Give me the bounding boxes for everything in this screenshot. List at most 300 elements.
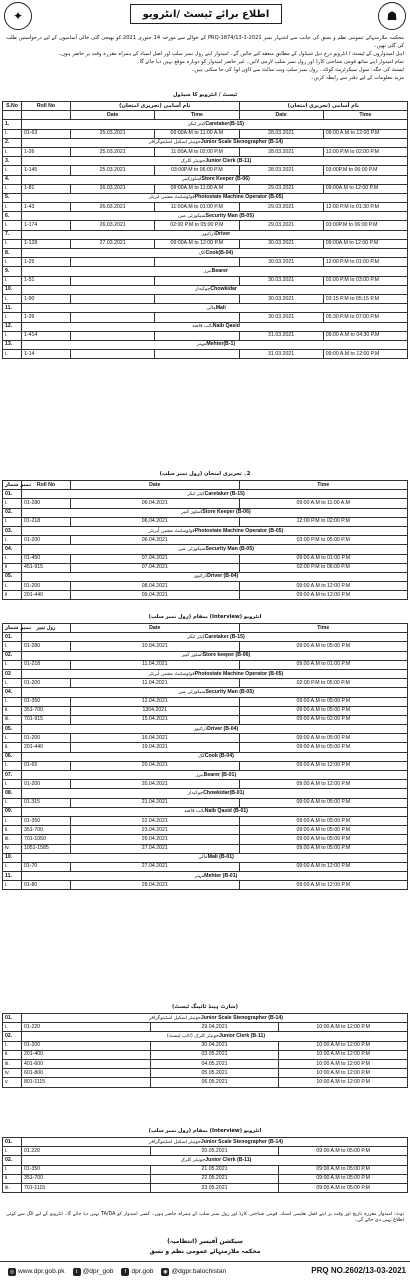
time-cell: 02:00 P.M to 06:00 P.M: [239, 563, 408, 572]
header: [0, 0, 410, 34]
time-cell: 09:00 A.M to 11:00 A.M: [239, 499, 408, 508]
interview-date: 29.03.2021: [239, 203, 323, 212]
post-row: [3, 340, 408, 349]
post-row: [3, 138, 408, 147]
signature-title: سیکشن آفیسر (انتظامیہ): [167, 1238, 243, 1245]
interview-date: 30.03.2021: [239, 239, 323, 248]
roll-range: 1-414: [22, 331, 71, 340]
time-cell: 09:00 A.M to 02:00 P.M: [239, 715, 408, 724]
row-index: ii.: [3, 706, 22, 715]
post-row: [3, 572, 408, 581]
table-row: [3, 816, 408, 825]
post-number: 07.: [3, 771, 22, 780]
interview-date: 29.03.2021: [239, 221, 323, 230]
date-cell: 10.04.2021: [71, 642, 240, 651]
post-number: 2.: [3, 138, 22, 147]
post-name: Driver (B-04): [207, 573, 239, 580]
intro-line: اہل امیدواروں کے ٹیسٹ / انٹرویو درج ذیل شیڈول کے مطابق منعقد کیے جائیں گے۔ امیدوار اپنے رول نمبر سلپ اور اصل اسناد کے ہمراہ مقررہ وقت پر حاضر ہوں۔: [58, 51, 404, 57]
roll-range: 1051-1585: [22, 844, 71, 853]
post-name: Junior Clerk (B-11): [218, 1032, 266, 1039]
date-cell: 06.04.2021: [71, 499, 240, 508]
time-cell: 09:00 A.M to 05:00 P.M: [279, 1183, 408, 1192]
post-name: Photostate Machine Operator (B-05): [194, 670, 284, 677]
row-index: i.: [3, 582, 22, 591]
post-row: [3, 1014, 408, 1023]
table-row: [3, 166, 408, 175]
time-cell: 10:00 A.M to 12:00 P.M: [279, 1041, 408, 1050]
intro-line: محکمہ ملازمتہائے عمومی نظم و نسق کی جانب سے اشتہار نمبر PRQ-1874/13-1-2021 کے حوالے سے مورخہ 14 جنوری 2021 کو بھیجی گئی خالی آسامیوں کے لیے درخواستیں طلب کی گئی تھیں۔: [6, 35, 404, 49]
post-name: Bearer: [211, 267, 229, 274]
date-cell: 15.04.2021: [71, 715, 240, 724]
roll-range: 01-200: [22, 536, 71, 545]
footer-facebook[interactable]: [121, 1268, 153, 1276]
written-time: 09:00A.M to 11:00 A.M: [155, 184, 239, 193]
post-row: [3, 853, 408, 862]
time-cell: 09:00 A.M to 05:00 P.M: [239, 706, 408, 715]
roll-range: 1-128: [22, 239, 71, 248]
row-index: iv.: [3, 1069, 22, 1078]
time-cell: 09:00 A.M to 01:00 P.M: [239, 660, 408, 669]
row-index: ii.: [3, 826, 22, 835]
row-index: i.: [3, 331, 22, 340]
interview-time: 03:00P.M to 06:00 P.M: [323, 166, 407, 175]
post-name-urdu: نائب قاصد: [184, 809, 205, 815]
post-title: [22, 789, 408, 798]
post-row: [3, 872, 408, 881]
post-name-urdu: کیئر ٹیکر: [187, 491, 205, 497]
post-name: Security Man (B-05): [205, 212, 254, 219]
table-row: [3, 844, 408, 853]
written-time: [155, 313, 239, 322]
post-number: 02.: [3, 651, 22, 660]
row-index: i.: [3, 1147, 22, 1156]
roll-range: 1-39: [22, 313, 71, 322]
row-index: i.: [3, 129, 22, 138]
post-number: 6.: [3, 212, 22, 221]
footer-web-text: www.dpr.gob.pk: [18, 1268, 65, 1275]
roll-range: 01-218: [22, 660, 71, 669]
time-cell: 09:00 A.M to 05:00 P.M: [279, 1165, 408, 1174]
post-name: Bearer (B-01): [203, 771, 237, 778]
roll-range: 01-63: [22, 129, 71, 138]
post-name: Junior Scale Stenographer (B-14): [200, 1014, 283, 1021]
post-name-urdu: مہتر: [196, 342, 207, 348]
post-row: [3, 285, 408, 294]
interview-time: 09:00 A.M to 12:00 P.M: [323, 350, 407, 359]
roll-range: 201-440: [22, 743, 71, 752]
post-name-urdu: فوٹوسٹیٹ مشین آپریٹر: [148, 671, 195, 677]
roll-range: 01-70: [22, 862, 71, 871]
post-row: [3, 771, 408, 780]
written-date: 25.03.2021: [71, 147, 155, 156]
post-title: [22, 545, 408, 554]
header-roll: Roll No: [22, 102, 71, 111]
post-row: [3, 212, 408, 221]
date-cell: 23.05.2021: [150, 1183, 279, 1192]
table-row: [3, 1069, 408, 1078]
post-title: [22, 1138, 408, 1147]
post-row: [3, 508, 408, 517]
post-row: [3, 1032, 408, 1041]
table-row: [3, 706, 408, 715]
table-row: [3, 715, 408, 724]
table-row: [3, 499, 408, 508]
time-cell: 09:00 A.M to 12:00 P.M: [239, 780, 408, 789]
left-emblem-icon: ✦: [4, 2, 32, 30]
post-row: [3, 120, 408, 129]
date-cell: 30.04.2021: [150, 1041, 279, 1050]
time-cell: 12:00 P.M to 02:00 P.M: [239, 517, 408, 526]
post-name: Store keeper (B-06): [202, 652, 251, 659]
post-title: [22, 752, 408, 761]
header-sno: نمبر شمار: [3, 481, 22, 490]
time-cell: 09:00 A.M to 05:00 P.M: [239, 816, 408, 825]
post-name-urdu: کک: [198, 754, 205, 760]
table-row: [3, 1041, 408, 1050]
date-cell: 20.04.2021: [71, 780, 240, 789]
row-index: iii.: [3, 1059, 22, 1068]
section-note: انٹرویو (Interview) بمقام (رول نمبر سلپ): [148, 1128, 262, 1134]
table-row: [3, 835, 408, 844]
post-row: [3, 545, 408, 554]
post-row: [3, 725, 408, 734]
date-cell: 22.05.2021: [150, 1174, 279, 1183]
roll-range: 351-700: [22, 706, 71, 715]
post-name-urdu: سیکورٹی مین: [178, 213, 206, 219]
row-index: i.: [3, 780, 22, 789]
time-cell: 09:00 A.M to 05:00 P.M: [239, 835, 408, 844]
post-name: Photostate Machine Operator (B-05): [194, 194, 284, 201]
row-index: i.: [3, 798, 22, 807]
header-time: Time: [239, 624, 408, 633]
post-name: Junior Scale Stenographer (B-14): [200, 139, 283, 146]
footer-twitter[interactable]: [73, 1268, 114, 1276]
post-row: [3, 1138, 408, 1147]
written-date: 26.03.2021: [71, 184, 155, 193]
written-time: [155, 258, 239, 267]
post-name-urdu: فوٹوسٹیٹ مشین آپریٹر: [148, 528, 195, 534]
post-name-urdu: جونیئر کلرک: [180, 158, 206, 164]
post-name: Caretaker (B-15): [204, 633, 245, 640]
post-name-urdu: چوکیدار: [187, 790, 204, 796]
roll-range: 451-915: [22, 563, 71, 572]
intro-line: تمام امیدوار اپنے ساتھ قومی شناختی کارڈ اور رول نمبر سلپ لازمی لائیں۔ غیر حاضر امیدوار کو دوبارہ موقع نہیں دیا جائے گا۔: [136, 59, 404, 65]
table-row: [3, 517, 408, 526]
roll-range: 1-43: [22, 203, 71, 212]
header-sno: S.No: [3, 102, 22, 111]
time-cell: 03:00 P.M to 05:00 P.M: [239, 536, 408, 545]
header-date: Date: [71, 624, 240, 633]
post-row: [3, 688, 408, 697]
post-number: 01.: [3, 1138, 22, 1147]
roll-range: 01-80: [22, 881, 71, 890]
post-title: [22, 175, 408, 184]
post-title: [22, 212, 408, 221]
roll-range: 01-200: [22, 1041, 151, 1050]
roll-range: 1-145: [22, 166, 71, 175]
table-row: [3, 697, 408, 706]
post-title: [22, 120, 408, 129]
post-title: [22, 1032, 408, 1041]
header-time: Time: [155, 111, 239, 120]
written-date: [71, 313, 155, 322]
written-time: 09:00A.M to 12:00 P.M: [155, 239, 239, 248]
post-number: 05.: [3, 572, 22, 581]
table-row: [3, 734, 408, 743]
table-row: [3, 743, 408, 752]
footnote: نوٹ: امیدوار مقررہ تاریخ اور وقت پر اپنے اصل تعلیمی اسناد، قومی شناختی کارڈ اور رول نمبر سلپ کے ہمراہ حاضر ہوں۔ کسی امیدوار کو TA/DA نہیں دیا جائے گا۔ انٹرویو کے لیے الگ سے کوئی اطلاع نہیں دی جائے گی۔: [6, 1212, 404, 1223]
table-row: [3, 331, 408, 340]
header-sno: نمبر شمار: [3, 624, 22, 633]
table-row: [3, 660, 408, 669]
row-index: iv.: [3, 844, 22, 853]
post-number: 7.: [3, 230, 22, 239]
post-number: 13.: [3, 340, 22, 349]
date-cell: 22.04.2021: [71, 816, 240, 825]
roll-range: 01-200: [22, 734, 71, 743]
header-date: Date: [71, 481, 240, 490]
post-number: 03.: [3, 526, 22, 535]
post-name-urdu: کیئر ٹیکر: [187, 634, 205, 640]
post-number: 02.: [3, 508, 22, 517]
post-number: 01.: [3, 490, 22, 499]
post-number: 8.: [3, 249, 22, 258]
post-row: [3, 267, 408, 276]
post-name: Junior Clerk (B-11): [205, 1156, 252, 1163]
row-index: ii: [3, 591, 22, 600]
table-row: [3, 554, 408, 563]
post-name-urdu: کک: [198, 250, 206, 256]
post-title: [22, 340, 408, 349]
schedule-table-sec4: [2, 1013, 408, 1088]
post-row: [3, 490, 408, 499]
row-index: iii.: [3, 1183, 22, 1192]
intro-text: [6, 34, 404, 90]
intro-line: مزید معلومات کے لیے دفتر سے رابطہ کریں۔: [310, 75, 404, 81]
date-cell: 11.04.2021: [71, 679, 240, 688]
schedule-table-1: [2, 101, 408, 359]
time-cell: 09:00 A.M to 12:00 P.M: [239, 761, 408, 770]
row-index: i.: [3, 276, 22, 285]
header-date: Date: [239, 111, 323, 120]
date-cell: 23.04.2021: [71, 826, 240, 835]
footer-instagram[interactable]: [161, 1268, 226, 1276]
post-row: [3, 669, 408, 678]
date-cell: 07.04.2021: [71, 563, 240, 572]
post-number: 09.: [3, 807, 22, 816]
row-index: i.: [3, 761, 22, 770]
time-cell: 09:00 A.M to 05:00 P.M: [239, 642, 408, 651]
roll-range: 351-700: [22, 1174, 151, 1183]
interview-date: 31.03.2021: [239, 331, 323, 340]
table-row: [3, 826, 408, 835]
footer-web[interactable]: [8, 1268, 65, 1276]
roll-range: 01-65: [22, 761, 71, 770]
roll-range: 1-90: [22, 294, 71, 303]
post-row: [3, 175, 408, 184]
post-title: [22, 633, 408, 642]
post-number: 4.: [3, 175, 22, 184]
post-name: Cook(B-04): [205, 249, 234, 256]
post-title: [22, 1156, 408, 1165]
post-row: [3, 789, 408, 798]
post-row: [3, 322, 408, 331]
table-row: [3, 582, 408, 591]
post-title: [22, 807, 408, 816]
row-index: i.: [3, 881, 22, 890]
row-index: i.: [3, 816, 22, 825]
written-time: [155, 350, 239, 359]
roll-range: 1-81: [22, 184, 71, 193]
table-row: [3, 1165, 408, 1174]
header-roll: Roll No: [22, 481, 71, 490]
time-cell: 09:00 A.M to 12:00 P.M: [239, 881, 408, 890]
roll-range: 1-25: [22, 258, 71, 267]
post-row: [3, 157, 408, 166]
row-index: ii.: [3, 1050, 22, 1059]
row-index: i.: [3, 203, 22, 212]
table-row: [3, 780, 408, 789]
row-index: ii.: [3, 1174, 22, 1183]
post-name: Caretaker (B-15): [204, 490, 245, 497]
roll-range: 1-51: [22, 276, 71, 285]
row-index: i.: [3, 313, 22, 322]
post-title: [22, 267, 408, 276]
post-title: [22, 322, 408, 331]
interview-time: 09:00 A.M to 04:30 P.M: [323, 331, 407, 340]
post-name-urdu: ڈرائیور: [201, 232, 216, 238]
roll-range: 701-915: [22, 715, 71, 724]
time-cell: 09:00 A.M to 05:00 P.M: [239, 743, 408, 752]
table-row: [3, 1050, 408, 1059]
table-row: [3, 1147, 408, 1156]
written-time: 11:00A.M to 01:00 P.M: [155, 203, 239, 212]
footer-bar: [0, 1261, 410, 1281]
row-index: i.: [3, 294, 22, 303]
post-row: [3, 193, 408, 202]
written-date: [71, 276, 155, 285]
interview-date: 30.03.2021: [239, 276, 323, 285]
table-row: [3, 1023, 408, 1032]
roll-range: 01-220: [22, 1023, 151, 1032]
twitter-icon: t: [73, 1268, 81, 1276]
table-header: [3, 481, 408, 490]
roll-range: 01-280: [22, 499, 71, 508]
written-time: 09:00A.M to 11:00 A.M: [155, 129, 239, 138]
row-index: iii.: [3, 835, 22, 844]
roll-range: 701-1050: [22, 835, 71, 844]
date-cell: 20.05.2021: [150, 1147, 279, 1156]
post-number: 04.: [3, 545, 22, 554]
time-cell: 10:00 A.M to 12:00 P.M: [279, 1059, 408, 1068]
row-index: i.: [3, 1041, 22, 1050]
time-cell: 09:00 A.M to 05:00 P.M: [239, 844, 408, 853]
date-cell: 21.04.2021: [71, 798, 240, 807]
post-title: [22, 1014, 408, 1023]
row-index: v.: [3, 1078, 22, 1087]
post-name-urdu: فوٹوسٹیٹ مشین آپریٹر: [148, 195, 195, 201]
post-name: Cook (B-04): [204, 753, 234, 760]
post-title: [22, 285, 408, 294]
time-cell: 10:00 A.M to 12:00 P.M: [279, 1078, 408, 1087]
post-name-urdu: مالی: [206, 305, 216, 311]
footer-instagram-text: @dgpr.balochistan: [171, 1268, 227, 1275]
date-cell: 05.05.2021: [150, 1069, 279, 1078]
page-title: اطلاع برائے ٹیسٹ /انٹرویو: [130, 4, 282, 24]
date-cell: 16.04.2021: [71, 734, 240, 743]
post-name-urdu: بیرر: [203, 268, 212, 274]
interview-date: 30.03.2021: [239, 294, 323, 303]
post-name-urdu: جونیئر کلرک: [180, 1157, 206, 1163]
interview-date: 31.03.2021: [239, 350, 323, 359]
post-name-urdu: مالی: [198, 855, 208, 861]
interview-time: 12:00 P.M to 01:30 P.M: [323, 203, 407, 212]
table-subheader: [3, 111, 408, 120]
interview-time: 09:00A.M to 12:00 P.M: [323, 184, 407, 193]
time-cell: 09:00 A.M to 01:00 P.M: [239, 554, 408, 563]
roll-range: 1-174: [22, 221, 71, 230]
time-cell: 09:00 A.M to 05:00 P.M: [239, 798, 408, 807]
prq-number: PRQ NO.2602/13-03-2021: [311, 1266, 406, 1275]
written-date: 25.03.2021: [71, 166, 155, 175]
row-index: i.: [3, 679, 22, 688]
table-row: [3, 761, 408, 770]
interview-date: 28.03.2021: [239, 166, 323, 175]
post-name: Security Man (B-05): [205, 688, 254, 695]
intro-line: ٹیسٹ کی جگہ: سول سیکرٹریٹ کوئٹہ۔ رول نمبر سلپ ویب سائٹ سے ڈاؤن لوڈ کی جا سکتی ہیں۔: [191, 67, 404, 73]
interview-time: 03:00P.M to 06:00 P.M: [323, 221, 407, 230]
table-row: [3, 1183, 408, 1192]
post-name: Driver: [215, 231, 231, 238]
row-index: i.: [3, 660, 22, 669]
post-number: 08.: [3, 789, 22, 798]
post-name: Security Man (B-05): [205, 545, 254, 552]
post-title: [22, 249, 408, 258]
interview-time: 12:00 P.M to 02:00 P.M: [323, 147, 407, 156]
header-time: Time: [239, 481, 408, 490]
post-name-urdu: اسٹور کیپر: [181, 653, 203, 659]
post-name: Store Keeper (B-06): [202, 509, 251, 516]
table-row: [3, 591, 408, 600]
post-title: [22, 688, 408, 697]
time-cell: 09:00 A.M to 12:00 P.M: [239, 862, 408, 871]
roll-range: 401-600: [22, 1059, 151, 1068]
post-title: [22, 651, 408, 660]
date-cell: 06.05.2021: [150, 1078, 279, 1087]
date-cell: 29.04.2021: [150, 1023, 279, 1032]
post-number: 11.: [3, 872, 22, 881]
roll-range: 01.315: [22, 798, 71, 807]
interview-time: 12:00 P.M to 01:00 P.M: [323, 258, 407, 267]
date-cell: 28.04.2021: [71, 881, 240, 890]
time-cell: 09:00 A.M to 05:00 P.M: [279, 1147, 408, 1156]
interview-date: 30.03.2021: [239, 313, 323, 322]
post-title: [22, 138, 408, 147]
post-name-urdu: جونیئر کلرک (ٹائپ ٹیسٹ): [166, 1033, 219, 1039]
post-name: Chowkidar(B-01): [203, 789, 245, 796]
post-name-urdu: جونیئر اسکیل اسٹینوگرافر: [149, 140, 201, 146]
roll-range: 01-280: [22, 642, 71, 651]
post-row: [3, 249, 408, 258]
row-index: i.: [3, 642, 22, 651]
row-index: i.: [3, 697, 22, 706]
time-cell: 10:00 A.M to 12:00 P.M: [279, 1069, 408, 1078]
written-date: [71, 331, 155, 340]
row-index: i.: [3, 1165, 22, 1174]
post-name-urdu: نائب قاصد: [192, 324, 213, 330]
header-roll: رول نمبر: [22, 624, 71, 633]
post-name-urdu: سیکورٹی مین: [178, 689, 206, 695]
